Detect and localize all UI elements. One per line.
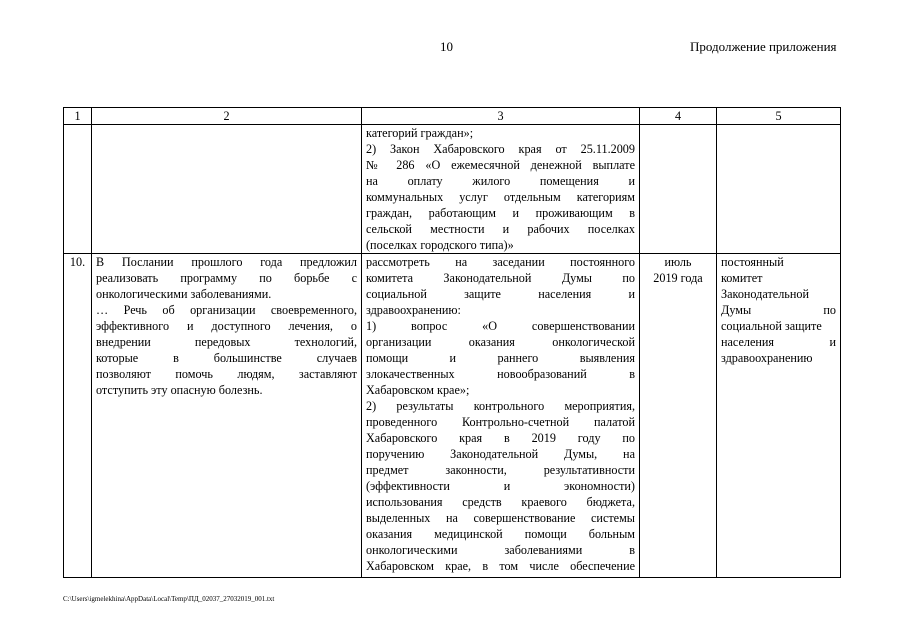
text-line: Хабаровском крае, в том числе обеспечение	[366, 559, 635, 573]
text-line: постоянный	[721, 255, 784, 269]
continuation-message-cell	[92, 125, 362, 254]
text-line: Хабаровском крае»;	[366, 383, 470, 397]
text-line: онкологическими заболеваниями в	[366, 543, 635, 557]
row-number: 10.	[64, 254, 92, 578]
continuation-note: Продолжение приложения	[690, 39, 837, 54]
text-line: выделенных на совершенствование системы	[366, 511, 635, 525]
column-header-1: 1	[64, 108, 92, 125]
column-header-4: 4	[640, 108, 717, 125]
text-line: 2) Закон Хабаровского края от 25.11.2009	[366, 142, 635, 156]
continuation-responsible-cell	[717, 125, 841, 254]
text-line: реализовать программу по борьбе с	[96, 271, 357, 285]
text-line: внедрении передовых технологий,	[96, 335, 357, 349]
message-cell	[92, 254, 362, 578]
text-line: … Речь об организации своевременного,	[96, 303, 357, 317]
column-header-5: 5	[717, 108, 841, 125]
text-line: 1) вопрос «О совершенствовании	[366, 319, 635, 333]
text-line: злокачественных новообразований в	[366, 367, 635, 381]
text-line: коммунальных услуг отдельным категориям	[366, 190, 635, 204]
column-header-2: 2	[92, 108, 362, 125]
continuation-measures-cell	[362, 125, 640, 254]
text-line: рассмотреть на заседании постоянного	[366, 255, 635, 269]
text-line: здравоохранению:	[366, 303, 461, 317]
text-line: Законодательной	[721, 287, 809, 301]
text-line: сельской местности и рабочих поселках	[366, 222, 635, 236]
appendix-table	[63, 107, 841, 578]
text-line: В Послании прошлого года предложил	[96, 255, 357, 269]
row-10	[64, 254, 841, 578]
text-line: которые в большинстве случаев	[96, 351, 357, 365]
text-line: граждан, работающим и проживающим в	[366, 206, 635, 220]
continuation-deadline-cell	[640, 125, 717, 254]
deadline-line: июль	[664, 255, 692, 269]
text-line: социальной защите населения и	[366, 287, 635, 301]
column-header-row	[64, 108, 841, 125]
text-line: отступить эту опасную болезнь.	[96, 383, 263, 397]
text-line: населения и	[721, 335, 836, 349]
text-line: организации оказания онкологической	[366, 335, 635, 349]
text-line: онкологическими заболеваниями.	[96, 287, 272, 301]
responsible-cell	[717, 254, 841, 578]
text-line: комитета Законодательной Думы по	[366, 271, 635, 285]
text-line: оказания медицинской помощи больным	[366, 527, 635, 541]
text-line: 2) результаты контрольного мероприятия,	[366, 399, 635, 413]
text-line: комитет	[721, 271, 763, 285]
text-line: Хабаровского края в 2019 году по	[366, 431, 635, 445]
text-line: эффективного и доступного лечения, о	[96, 319, 357, 333]
text-line: проведенного Контрольно-счетной палатой	[366, 415, 635, 429]
text-line: помощи и раннего выявления	[366, 351, 635, 365]
text-line: категорий граждан»;	[366, 126, 474, 140]
continuation-row	[64, 125, 841, 254]
text-line: (эффективности и экономности)	[366, 479, 635, 493]
text-line: позволяют помочь людям, заставляют	[96, 367, 357, 381]
deadline-line: 2019 года	[653, 271, 703, 285]
text-line: (поселках городского типа)»	[366, 238, 514, 252]
file-path-footer: C:\Users\igmelekhina\AppData\Local\Temp\ПД_02037_27032019_001.txt	[63, 595, 275, 603]
text-line: поручению Законодательной Думы, на	[366, 447, 635, 461]
text-line: Думы по	[721, 303, 836, 317]
page-number: 10	[440, 39, 453, 54]
deadline-cell	[640, 254, 717, 578]
text-line: использования средств краевого бюджета,	[366, 495, 635, 509]
text-line: № 286 «О ежемесячной денежной выплате	[366, 158, 635, 172]
text-line: социальной защите	[721, 319, 822, 333]
column-header-3: 3	[362, 108, 640, 125]
text-line: на оплату жилого помещения и	[366, 174, 635, 188]
continuation-number-cell	[64, 125, 92, 254]
text-line: предмет законности, результативности	[366, 463, 635, 477]
measures-cell	[362, 254, 640, 578]
text-line: здравоохранению	[721, 351, 813, 365]
